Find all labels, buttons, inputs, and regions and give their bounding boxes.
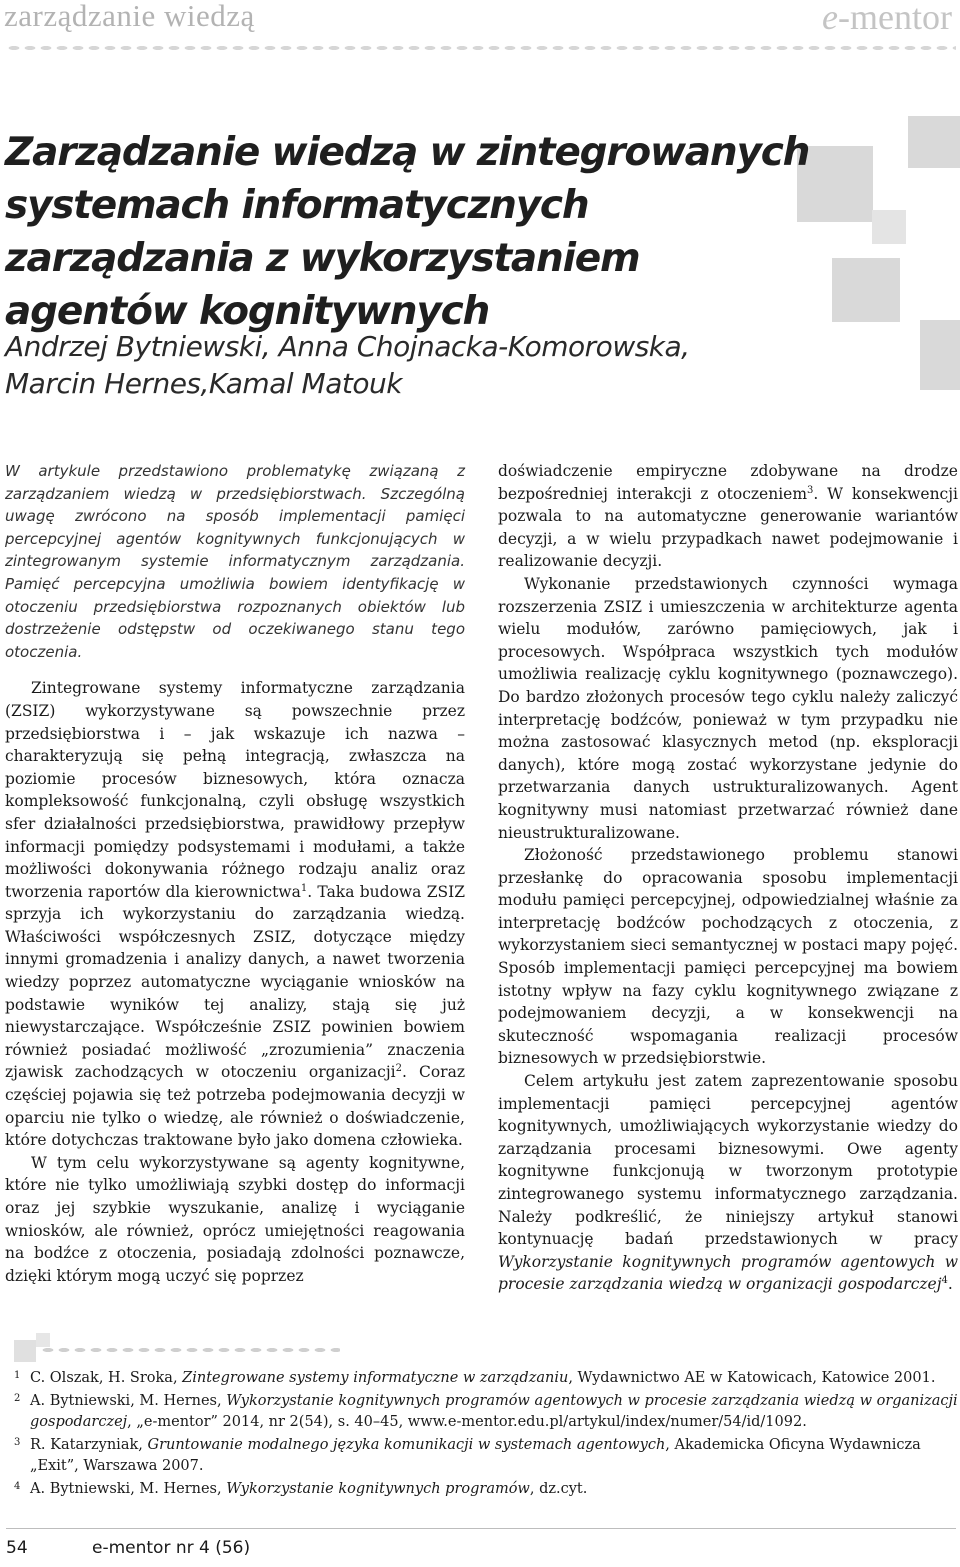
footnote-decor-square-small	[36, 1333, 50, 1347]
footnote-1-title: Zintegrowane systemy informatyczne w zarządzaniu	[182, 1370, 569, 1386]
left-column	[5, 460, 465, 1287]
paragraph-6	[498, 1070, 958, 1296]
brand-logo	[822, 0, 952, 38]
authors-line-2: Marcin Hernes,Kamal Matouk	[5, 367, 402, 400]
footnote-4-number: 4	[14, 1481, 21, 1492]
issue-label: e-mentor nr 4 (56)	[92, 1538, 251, 1558]
footnote-2-number: 2	[14, 1393, 21, 1404]
footnote-1-authors: C. Olszak, H. Sroka,	[30, 1370, 183, 1386]
footnote-3-details: , Akademicka Oficyna Wydawnicza „Exit”, Warszawa 2007.	[30, 1437, 921, 1474]
footnote-4-title: Wykorzystanie kognitywnych programów	[226, 1481, 530, 1497]
authors-line-1: Andrzej Bytniewski, Anna Chojnacka-Komorowska,	[5, 330, 690, 363]
paragraph-6-text-a: Celem artykułu jest zatem zaprezentowanie sposobu implementacji pamięci percepcyjnej agentów kognitywnych, umożliwiających wykorzystanie wiedzy do zarządzania procesami biznesowymi. Owe agenty kognitywne funkcjonują w tworzonym prototypie zintegrowanego systemu informatycznego zarządzania. Należy podkreślić, że niniejszy artykuł stanowi kontynuację badań przedstawionych w pracy	[498, 1072, 958, 1249]
footnote-3-title: Gruntowanie modalnego języka komunikacji w systemach agentowych	[147, 1437, 666, 1453]
paragraph-5: Złożoność przedstawionego problemu stanowi przesłankę do opracowania sposobu implementacji modułu pamięci percepcyjnej, odpowiedzialnej właśnie za interpretację bodźców pochodzących z otoczenia, z wykorzystaniem sieci semantycznej w postaci mapy pojęć. Sposób implementacji pamięci percepcyjnej ma bowiem istotny wpływ na fazy cyklu kognitywnego związane z podejmowaniem decyzji, a w konsekwencji na skuteczność wspomagania realizacji procesów biznesowych w przedsiębiorstwie.	[498, 846, 958, 1068]
header-section-label: zarządzanie wiedzą	[4, 0, 255, 33]
footnote-3	[14, 1435, 958, 1477]
brand-logo-text: -mentor	[838, 0, 952, 37]
footnote-2	[14, 1391, 958, 1433]
right-column	[498, 460, 958, 1296]
footnote-decor-square	[14, 1340, 36, 1362]
footnote-2-details: , „e-mentor” 2014, nr 2(54), s. 40–45, www.e-mentor.edu.pl/artykul/index/numer/54/id/1092.	[127, 1414, 807, 1430]
article-title: Zarządzanie wiedzą w zintegrowanych systemach informatycznych zarządzania z wykorzystaniem agentów kognitywnych	[5, 130, 810, 334]
page-number: 54	[6, 1538, 28, 1558]
footnote-3-authors: R. Katarzyniak,	[30, 1437, 148, 1453]
footnote-4-authors: A. Bytniewski, M. Hernes,	[30, 1481, 227, 1497]
paragraph-3-text-a: doświadczenie empiryczne zdobywane na drodze bezpośredniej interakcji z otoczeniem	[498, 462, 958, 503]
footnote-1-number: 1	[14, 1370, 21, 1381]
paragraph-4: Wykonanie przedstawionych czynności wymaga rozszerzenia ZSIZ i umieszczenia w architekturze agenta wielu modułów, zarówno pamięciowych, jak i procesowych. Współpraca wszystkich tych modułów umożliwia realizację cyklu kognitywnego (poznawczego). Do bardzo złożonych procesów tego cyklu należy zaliczyć interpretację bodźców, ponieważ w tym przypadku nie można zastosować klasycznych metod (np. eksploracji danych), które mogą zostać wykorzystane jedynie do przetwarzania danych ustrukturalizowanych. Agent kognitywny musi natomiast przetwarzać również dane nieustrukturalizowane.	[498, 574, 958, 842]
paragraph-1-text-a: Zintegrowane systemy informatyczne zarządzania (ZSIZ) wykorzystywane są powszechnie przez przedsiębiorstwa i – jak wskazuje ich nazwa – charakteryzują się pełną integracją, zwłaszcza na poziomie procesów biznesowych, która oznacza kompleksowość funkcjonalną, czyli obsługę wszystkich sfer działalności przedsiębiorstwa, prawidłowy przepływ informacji pomiędzy podsystemami i modułami, a także możliwości dokonywania różnego rodzaju analiz oraz tworzenia raportów dla kierownictwa	[5, 679, 465, 901]
header-dotted-rule	[6, 45, 956, 51]
paragraph-6-cited-title: Wykorzystanie kognitywnych programów agentowych w procesie zarządzania wiedzą w organizacji gospodarczej	[498, 1252, 958, 1294]
footnote-2-authors: A. Bytniewski, M. Hernes,	[30, 1393, 227, 1409]
footnote-2-title: Wykorzystanie kognitywnych programów agentowych w procesie zarządzania wiedzą w organizacji gospodarczej	[30, 1393, 958, 1430]
footnote-1-details: , Wydawnictwo AE w Katowicach, Katowice 2001.	[568, 1370, 936, 1386]
decor-square-1	[908, 116, 960, 168]
brand-logo-e: e	[822, 0, 839, 37]
footnote-ref-2: 2	[395, 1063, 402, 1075]
footnote-ref-3: 3	[807, 484, 814, 496]
paragraph-1-text-c: . Coraz częściej pojawia się też potrzeba podejmowania decyzji w oparciu nie tylko o wiedzę, ale również o doświadczenie, które dotychczas traktowane było jako domena człowieka.	[5, 1063, 465, 1150]
paragraph-1	[5, 677, 465, 1151]
footnote-ref-1: 1	[300, 882, 308, 894]
footnote-3-number: 3	[14, 1437, 21, 1448]
footnote-4	[14, 1479, 958, 1500]
footnote-ref-4: 4	[941, 1275, 948, 1287]
decor-square-3	[832, 258, 900, 322]
paragraph-3-text-b: . W konsekwencji pozwala to na automatyczne generowanie wariantów decyzji, a w wielu przypadkach nawet podejmowanie i realizowanie decyzji.	[498, 484, 958, 571]
decor-square-5	[920, 320, 960, 390]
abstract: W artykule przedstawiono problematykę związaną z zarządzaniem wiedzą w przedsiębiorstwach. Szczególną uwagę zwrócono na sposób implementacji pamięci percepcyjnej agentów kognitywnych funkcjonujących w zintegrowanym systemie informatycznym zarządzania. Pamięć percepcyjna umożliwia bowiem identyfikację w otoczeniu przedsiębiorstwa rozpoznanych obiektów lub dostrzeżenie odstępstw od oczekiwanego stanu tego otoczenia.	[5, 462, 465, 661]
paragraph-2: W tym celu wykorzystywane są agenty kognitywne, które nie tylko umożliwiają szybki dostęp do informacji oraz jej szybkie wyszukanie, analizę i wyciąganie wniosków, ale również, oprócz umiejętności reagowania na bodźce z otoczenia, posiadają zdolności poznawcze, dzięki którym mogą uczyć się poprzez	[5, 1153, 465, 1285]
footnote-dotted-rule	[40, 1347, 340, 1353]
paragraph-6-end: .	[947, 1275, 953, 1294]
decor-square-4	[872, 210, 906, 244]
footnotes	[14, 1368, 958, 1502]
paragraph-3	[498, 460, 958, 573]
paragraph-1-text-b: . Taka budowa ZSIZ sprzyja ich wykorzystaniu do zarządzania wiedzą. Właściwości współczesnych ZSIZ, dotyczące między innymi gromadzenia i analizy danych, a nawet tworzenia wiedzy poprzez automatyczne wyciąganie wniosków na podstawie wyników tej analizy, stają się już niewystarczające. Współcześnie ZSIZ powinien bowiem również posiadać możliwość „zrozumienia” znaczenia zjawisk zachodzących w otoczeniu organizacji	[5, 882, 465, 1082]
article-authors	[5, 328, 825, 402]
footnote-1	[14, 1368, 958, 1389]
footnote-4-details: , dz.cyt.	[529, 1481, 588, 1497]
footer-rule	[6, 1528, 956, 1529]
